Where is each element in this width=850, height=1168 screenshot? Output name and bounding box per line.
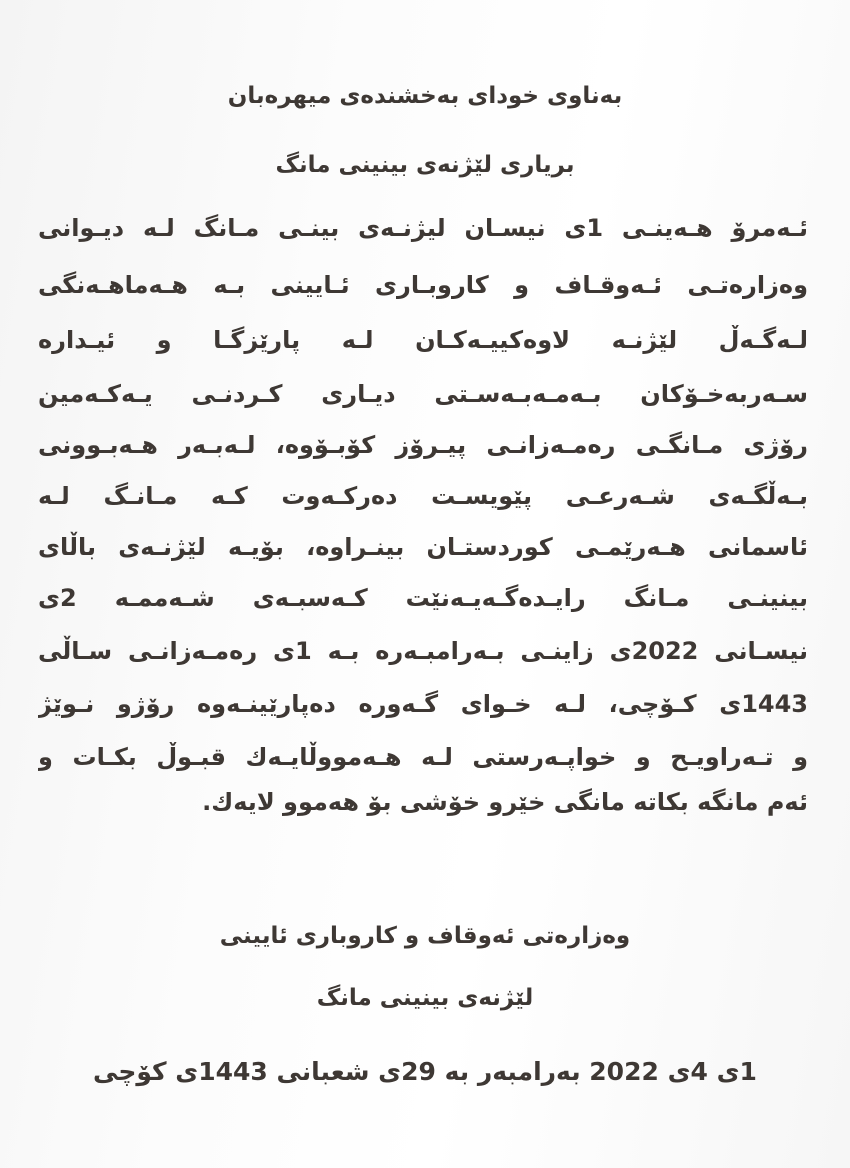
document-title: بریاری لێژنەی بینینی مانگ — [275, 152, 575, 178]
signature-ministry: وەزارەتی ئەوقاف و کاروباری ئایینی — [219, 923, 631, 949]
body-line-1: ئـەمرۆ هـەینـی 1ی نیسـان لیژنـەی بینـی مـانگ لـە دیـوانی — [38, 214, 808, 242]
body-line-10: 1443ی کـۆچی، لـە خـوای گـەورە دەپارێینـەوە رۆژو نـوێژ — [38, 690, 808, 718]
body-line-11: و تـەراویـح و خواپـەرستی لـە هـەمووڵایـەك قبـوڵ بکـات و — [38, 743, 808, 771]
signature-committee: لێژنەی بینینی مانگ — [316, 985, 534, 1011]
body-line-9: نیسـانی 2022ی زاینـی بـەرامبـەرە بـە 1ی رەمـەزانـی سـاڵی — [38, 637, 808, 665]
body-line-4: سـەربەخـۆکان بـەمـەبـەسـتی دیـاری کـردنـی یـەکـەمین — [38, 380, 808, 408]
basmala-heading: بەناوی خودای بەخشندەی میهرەبان — [227, 83, 623, 109]
body-line-8: بینینـی مـانگ رایـدەگـەیـەنێت کـەسبـەی شـەممـە 2ی — [38, 584, 808, 612]
body-line-5: رۆژی مـانگـی رەمـەزانـی پیـرۆز کۆبـۆوە، لـەبـەر هـەبـوونی — [38, 431, 808, 459]
document-date: 1ی 4ی 2022 بەرامبەر بە 29ی شعبانی 1443ی کۆچی — [93, 1057, 757, 1086]
body-line-12: ئەم مانگە بکاتە مانگی خێرو خۆشی بۆ هەموو لایەك. — [202, 788, 808, 816]
body-line-3: لـەگـەڵ لێژنـە لاوەکییـەکـان لـە پارێزگـا و ئیـدارە — [38, 326, 808, 354]
body-line-2: وەزارەتـی ئـەوقـاف و کاروبـاری ئـایینی بـە هـەماهـەنگی — [38, 271, 808, 299]
body-line-6: بـەڵگـەی شـەرعـی پێویسـت دەرکـەوت کـە مـانـگ لـە — [38, 482, 808, 510]
body-line-7: ئاسمانی هـەرێمـی کوردستـان بینـراوە، بۆیـە لێژنـەی باڵای — [38, 533, 808, 561]
